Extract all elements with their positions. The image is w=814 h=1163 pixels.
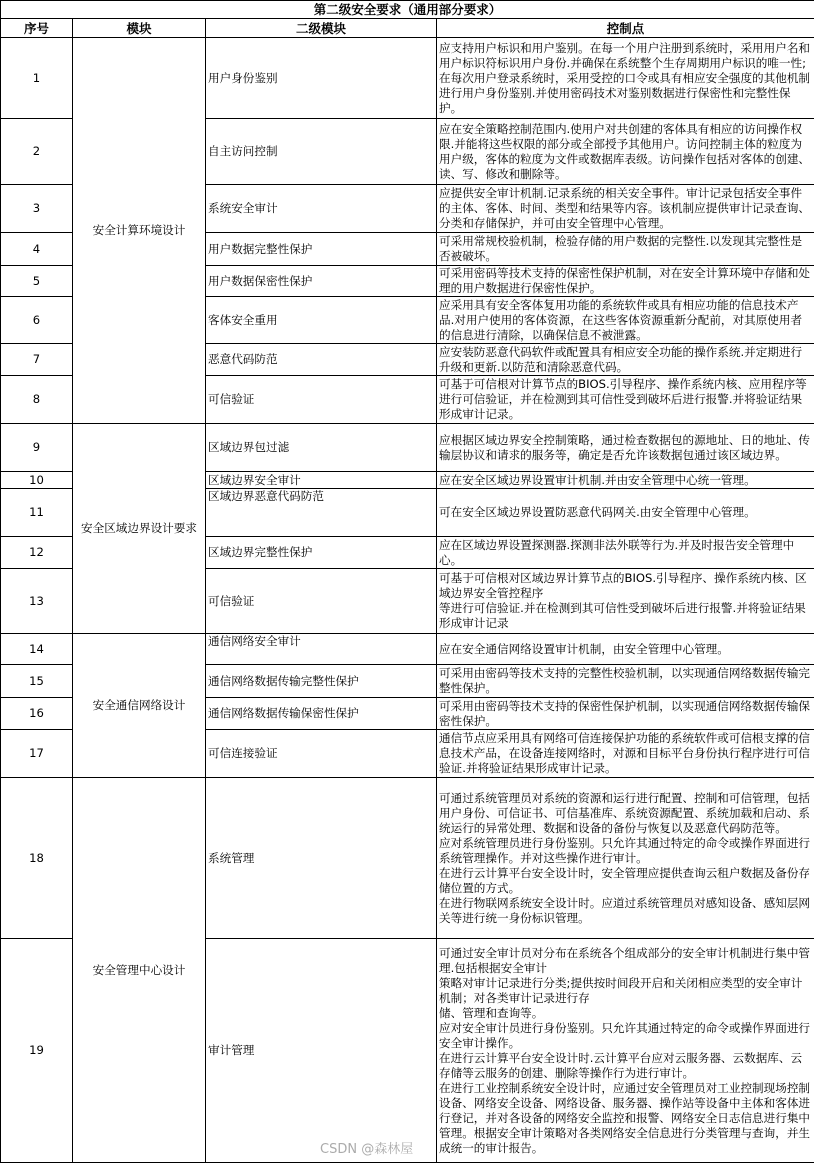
submodule-cell: 可信连接验证 [206,730,437,778]
row-number: 12 [1,537,73,569]
submodule-cell: 用户身份鉴别 [206,38,437,119]
table-body [1,38,814,1163]
control-point-cell: 可在安全区域边界设置防恶意代码网关.由安全管理中心管理。 [437,489,814,537]
row-number: 7 [1,344,73,376]
control-point-cell: 可采用由密码等技术支持的保密性保护机制，以实现通信网络数据传输保密性保护。 [437,698,814,730]
table-row [1,634,814,665]
submodule-cell: 系统管理 [206,778,437,939]
submodule-cell: 区域边界安全审计 [206,472,437,489]
row-number: 4 [1,233,73,266]
control-point-cell: 应根据区域边界安全控制策略，通过检查数据包的源地址、日的地址、传输层协议和请求的服务等，确定是否允许该数据包通过该区域边界。 [437,424,814,472]
row-number: 8 [1,376,73,424]
control-point-cell: 应采用具有安全客体复用功能的系统软件或具有相应功能的信息技术产品.对用户使用的客体资源，在这些客体资源重新分配前，对其原使用者的信息进行清除，以确保信息不被泄露。 [437,297,814,344]
row-number: 14 [1,634,73,665]
module-cell: 安全通信网络设计 [73,634,206,778]
submodule-cell: 恶意代码防范 [206,344,437,376]
control-point-cell: 可采用密码等技术支持的保密性保护机制，对在安全计算环境中存储和处理的用户数据进行保密性保护。 [437,266,814,297]
submodule-cell: 客体安全重用 [206,297,437,344]
submodule-cell: 可信验证 [206,376,437,424]
row-number: 9 [1,424,73,472]
control-point-cell: 通信节点应采用具有网络可信连接保护功能的系统软件或可信根支撑的信息技术产品，在设备连接网络时，对源和目标平台身份执行程序进行可信验证.并将验证结果形成审计记录。 [437,730,814,778]
row-number: 16 [1,698,73,730]
row-number: 5 [1,266,73,297]
submodule-cell: 系统安全审计 [206,185,437,233]
row-number: 6 [1,297,73,344]
header-module: 模块 [73,19,206,38]
header-no: 序号 [1,19,73,38]
row-number: 15 [1,665,73,698]
module-cell: 安全区域边界设计要求 [73,424,206,634]
submodule-cell: 通信网络数据传输保密性保护 [206,698,437,730]
submodule-cell: 自主访问控制 [206,119,437,185]
row-number: 17 [1,730,73,778]
control-point-cell: 应在安全区域边界设置审计机制.并由安全管理中心统一管理。 [437,472,814,489]
submodule-cell: 通信网络数据传输完整性保护 [206,665,437,698]
module-cell: 安全计算环境设计 [73,38,206,424]
row-number: 2 [1,119,73,185]
control-point-cell: 可通过安全审计员对分布在系统各个组成部分的安全审计机制进行集中管理.包括根据安全审计 策略对审计记录进行分类;提供按时间段开启和关闭相应类型的安全审计机制；对各类审计记录进行存 储、管理和查询等。 应对安全审计员进行身份鉴别。只允许其通过特定的命令或操作界面进行安全审计操作。 在进行云计算平台安全设计时.云计算平台应对云服务器、云数据库、云存储等云服务的创建、删除等操作行为进行审计。 在进行工业控制系统安全设计时，应通过安全管理员对工业控制现场控制设备、网络安全设备、网络设备、服务器、操作站等设备中主体和客体进行登记，并对各设备的网络安全监控和报警、网络安全日志信息进行集中管理。根据安全审计策略对各类网络安全信息进行分类管理与查询，并生成统一的审计报告。 [437,939,814,1163]
control-point-cell: 可采用由密码等技术支持的完整性校验机制，以实现通信网络数据传输完整性保护。 [437,665,814,698]
control-point-cell: 应支持用户标识和用户鉴别。在每一个用户注册到系统时，采用用户名和用户标识符标识用户身份.并确保在系统整个生存周期用户标识的唯一性;在每次用户登录系统时，采用受控的口令或具有相应安全强度的其他机制进行用户身份鉴别.并使用密码技术对鉴别数据进行保密性和完整性保护。 [437,38,814,119]
submodule-cell: 用户数据保密性保护 [206,266,437,297]
row-number: 1 [1,38,73,119]
submodule-cell: 区域边界包过滤 [206,424,437,472]
header-submodule: 二级模块 [206,19,437,38]
control-point-cell: 应提供安全审计机制.记录系统的相关安全事件。审计记录包括安全事件的主体、客体、时间、类型和结果等内容。该机制应提供审计记录查询、分类和存储保护，并可由安全管理中心管理。 [437,185,814,233]
header-control: 控制点 [437,19,814,38]
row-number: 18 [1,778,73,939]
table-row [1,38,814,119]
table-row [1,778,814,939]
control-point-cell: 应在安全通信网络设置审计机制，由安全管理中心管理。 [437,634,814,665]
submodule-cell: 通信网络安全审计 [206,634,437,665]
row-number: 11 [1,489,73,537]
control-point-cell: 可采用常规校验机制，检验存储的用户数据的完整性.以发现其完整性是否被破坏。 [437,233,814,266]
control-point-cell: 可基于可信根对计算节点的BIOS.引导程序、操作系统内核、应用程序等进行可信验证，并在检测到其可信性受到破坏后进行报警.并将验证结果形成审计记录。 [437,376,814,424]
row-number: 10 [1,472,73,489]
submodule-cell: 审计管理 [206,939,437,1163]
control-point-cell: 应安装防恶意代码软件或配置具有相应安全功能的操作系统.并定期进行升级和更新.以防范和清除恶意代码。 [437,344,814,376]
submodule-cell: 可信验证 [206,569,437,634]
row-number: 19 [1,939,73,1163]
control-point-cell: 可通过系统管理员对系统的资源和运行进行配置、控制和可信管理，包括用户身份、可信证书、可信基准库、系统资源配置、系统加载和启动、系统运行的异常处理、数据和设备的备份与恢复以及恶意代码防范等。 应对系统管理员进行身份鉴别。只允许其通过特定的命令或操作界面进行系统管理操作。并对这些操作进行审计。 在进行云计算平台安全设计时，安全管理应提供查询云租户数据及备份存储位置的方式。 在进行物联网系统安全设计时。应道过系统管理员对感知设备、感知层网关等进行统一身份标识管理。 [437,778,814,939]
table-title: 第二级安全要求（通用部分要求） [1,1,814,19]
submodule-cell: 区域边界恶意代码防范 [206,489,437,537]
control-point-cell: 可基于可信根对区域边界计算节点的BIOS.引导程序、操作系统内核、区域边界安全管控程序 等进行可信验证.并在检测到其可信性受到破坏后进行报警.并将验证结果形成审计记录 [437,569,814,634]
watermark: CSDN @森林屋 [320,1142,413,1157]
module-cell: 安全管理中心设计 [73,778,206,1163]
row-number: 3 [1,185,73,233]
row-number: 13 [1,569,73,634]
submodule-cell: 用户数据完整性保护 [206,233,437,266]
submodule-cell: 区域边界完整性保护 [206,537,437,569]
control-point-cell: 应在区域边界设置探测器.探测非法外联等行为.并及时报告安全管理中心。 [437,537,814,569]
table-row [1,424,814,472]
control-point-cell: 应在安全策略控制范围内.使用户对共创建的客体具有相应的访问操作权限.并能将这些权限的部分或全部授予其他用户。访问控制主体的粒度为用户级，客体的粒度为文件或数据库表级。访问操作包括对客体的创建、读、写、修改和删除等。 [437,119,814,185]
